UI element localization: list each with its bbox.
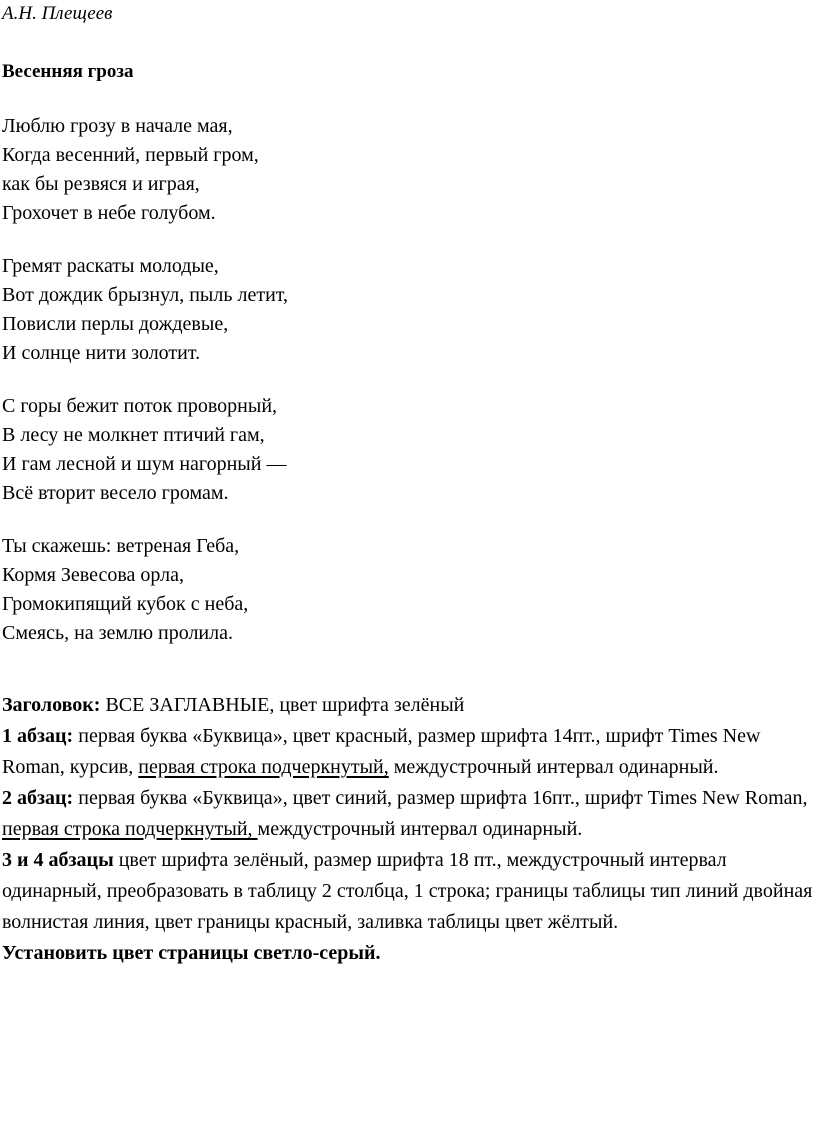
poem-line: И солнце нити золотит.: [2, 342, 201, 364]
underlined-text: первая строка подчеркнутый,: [2, 818, 258, 840]
poem-author: А.Н. Плещеев: [2, 3, 113, 24]
instruction-label: Заголовок:: [2, 694, 101, 716]
formatting-instructions: [2, 690, 814, 969]
instruction-label: 3 и 4 абзацы: [2, 849, 114, 871]
poem-line: В лесу не молкнет птичий гам,: [2, 424, 265, 446]
stanza-4: [2, 532, 248, 648]
poem-title: Весенняя гроза: [2, 61, 134, 82]
stanza-3: [2, 392, 286, 508]
instruction-text: первая буква «Буквица», цвет красный, размер шрифта 14пт., шрифт Times New Roman, курсив,: [2, 725, 761, 778]
poem-line: С горы бежит поток проворный,: [2, 395, 278, 417]
instruction-paragraph-3-4: [2, 845, 814, 938]
poem-line: Вот дождик брызнул, пыль летит,: [2, 284, 289, 306]
poem-line: Гремят раскаты молодые,: [2, 255, 219, 277]
instruction-text: цвет шрифта зелёный, размер шрифта 18 пт., междустрочный интервал одинарный, преобразовать в таблицу 2 столбца, 1 строка; границы таблицы тип линий двойная волнистая линия, цвет границы красный, заливка таблицы цвет жёлтый.: [2, 849, 813, 933]
underlined-text: первая строка подчеркнутый,: [138, 756, 389, 778]
poem-line: Смеясь, на землю пролила.: [2, 622, 233, 644]
stanza-2: [2, 252, 288, 368]
poem-line: Люблю грозу в начале мая,: [2, 115, 233, 137]
poem-line: Всё вторит весело громам.: [2, 482, 229, 504]
poem-line: Ты скажешь: ветреная Геба,: [2, 535, 240, 557]
instruction-final: Установить цвет страницы светло-серый.: [2, 942, 381, 964]
poem-line: Громокипящий кубок с неба,: [2, 593, 249, 615]
poem-line: И гам лесной и шум нагорный —: [2, 453, 287, 475]
poem-line: Когда весенний, первый гром,: [2, 144, 259, 166]
instruction-paragraph-2: [2, 783, 814, 845]
instruction-text: первая буква «Буквица», цвет синий, размер шрифта 16пт., шрифт Times New Roman,: [73, 787, 808, 809]
instruction-label: 2 абзац:: [2, 787, 74, 809]
instruction-text: междустрочный интервал одинарный.: [388, 756, 719, 778]
instruction-text: междустрочный интервал одинарный.: [257, 818, 583, 840]
instruction-heading: [2, 690, 814, 721]
stanza-1: [2, 112, 259, 228]
instruction-text: ВСЕ ЗАГЛАВНЫЕ, цвет шрифта зелёный: [100, 694, 465, 716]
poem-line: Грохочет в небе голубом.: [2, 202, 216, 224]
poem-line: Повисли перлы дождевые,: [2, 313, 229, 335]
poem-line: как бы резвяся и играя,: [2, 173, 200, 195]
instruction-paragraph-1: [2, 721, 814, 783]
poem-line: Кормя Зевесова орла,: [2, 564, 185, 586]
instruction-label: 1 абзац:: [2, 725, 74, 747]
